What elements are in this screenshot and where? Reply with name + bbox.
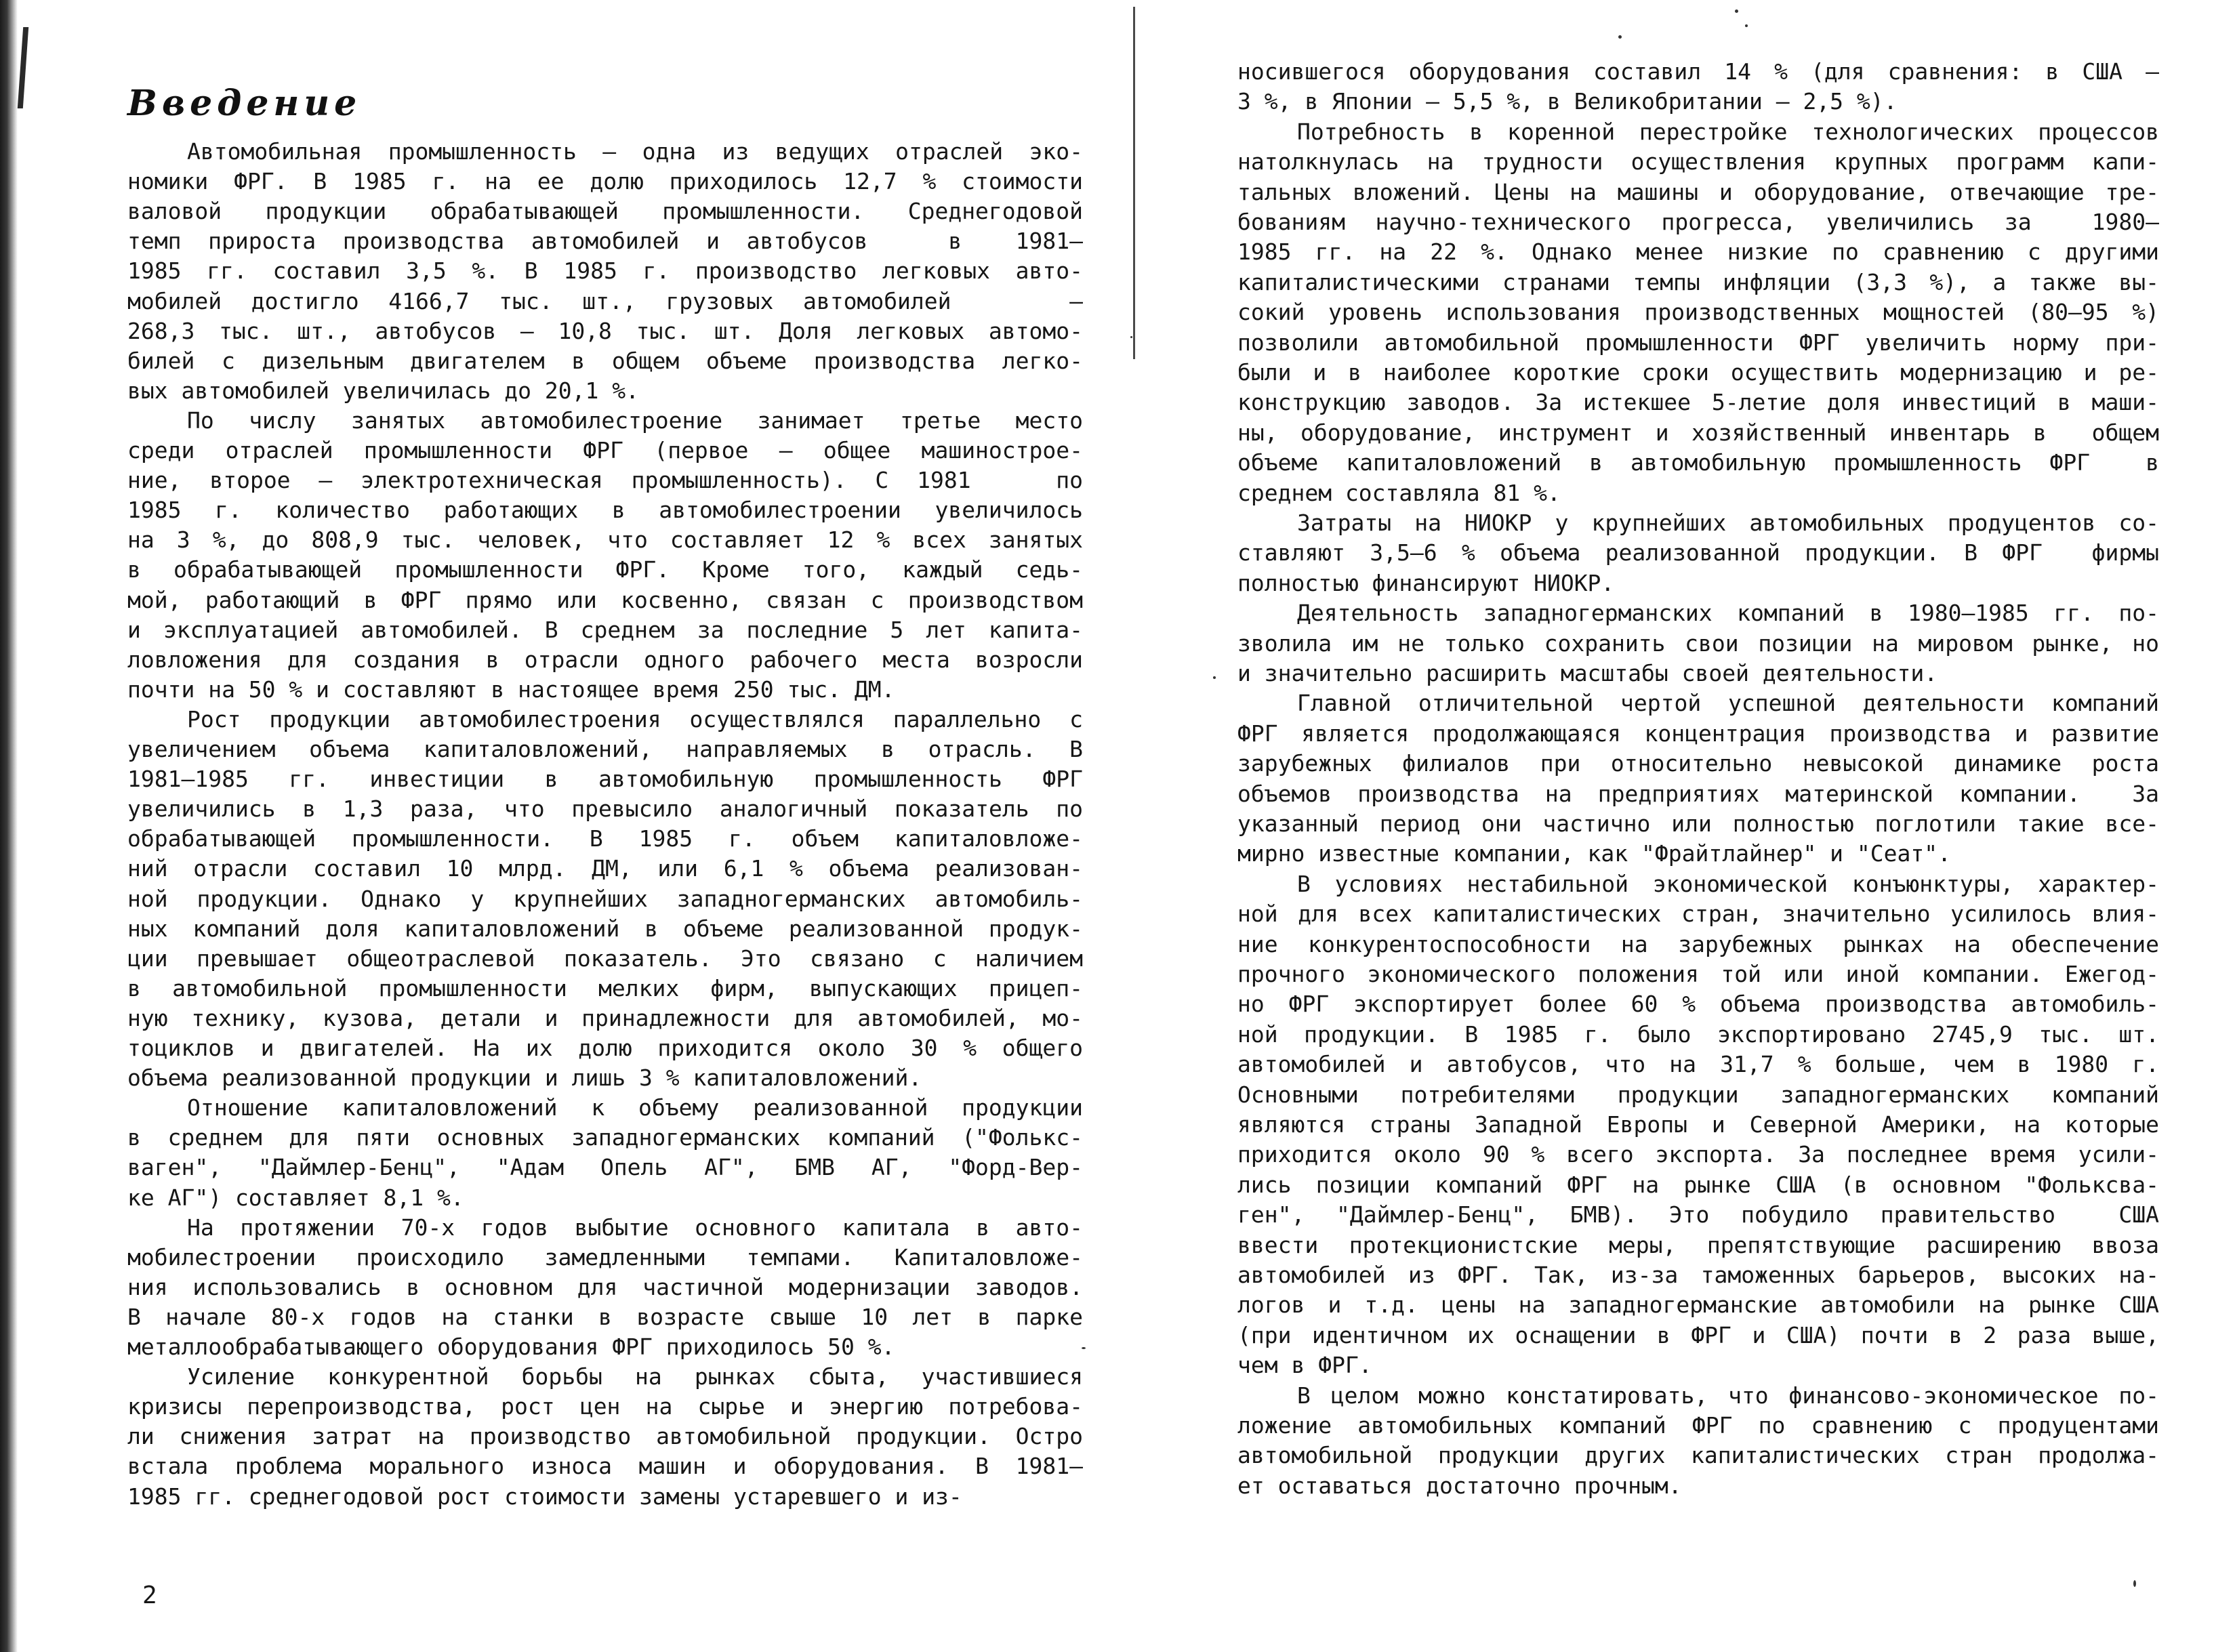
text-line: 3 %, в Японии – 5,5 %, в Великобритании – 2,5 %). [1237, 88, 1898, 115]
text-line: являются страны Западной Европы и Северной Америки, на которые [1237, 1111, 2159, 1138]
text-line: на 3 %, до 808,9 тыс. человек, что составляет 12 % всех занятых [127, 526, 1083, 554]
text-line: билей с дизельным двигателем в общем объеме производства легко- [127, 347, 1083, 374]
text-line: чем в ФРГ. [1237, 1352, 1372, 1379]
text-line: В целом можно констатировать, что финансово-экономическое по- [1297, 1382, 2159, 1409]
text-line: Затраты на НИОКР у крупнейших автомобильных продуцентов со- [1297, 510, 2159, 536]
text-line: среднем составляла 81 %. [1237, 479, 1561, 506]
text-line: На протяжении 70-х годов выбытие основного капитала в авто- [187, 1214, 1083, 1241]
gutter-line [1133, 7, 1135, 359]
text-line: позволили автомобильной промышленности ФРГ увеличить норму при- [1237, 329, 2159, 356]
text-line: ную технику, кузова, детали и принадлежности для автомобилей, мо- [127, 1004, 1083, 1031]
text-line: мобилестроении происходило замедленными темпами. Капиталовложе- [127, 1243, 1083, 1271]
text-line: Главной отличительной чертой успешной деятельности компаний [1297, 690, 2159, 717]
text-line: ли снижения затрат на производство автомобильной продукции. Остро [127, 1423, 1083, 1450]
text-line: приходится около 90 % всего экспорта. За последнее время усили- [1237, 1141, 2159, 1168]
text-line: сокий уровень использования производственных мощностей (80–95 %) [1237, 299, 2159, 326]
text-line: среди отраслей промышленности ФРГ (первое – общее машинострое- [127, 437, 1083, 463]
scan-speck [1213, 676, 1216, 679]
text-line: В начале 80-х годов на станки в возрасте свыше 10 лет в парке [127, 1303, 1083, 1330]
text-line: встала проблема морального износа машин и оборудования. В 1981– [127, 1453, 1083, 1480]
text-line: увеличились в 1,3 раза, что превысило аналогичный показатель по [127, 796, 1083, 823]
text-line: увеличением объема капиталовложений, направляемых в отрасль. В [127, 736, 1083, 762]
text-line: капиталистическими странами темпы инфляции (3,3 %), а также вы- [1237, 268, 2159, 295]
text-line: автомобилей из ФРГ. Так, из-за таможенных барьеров, высоких на- [1237, 1262, 2159, 1288]
text-line: В условиях нестабильной экономической конъюнктуры, характер- [1297, 870, 2159, 897]
text-line: мой, работающий в ФРГ прямо или косвенно, связан с производством [127, 586, 1083, 613]
text-line: логов и т.д. цены на западногерманские автомобили на рынке США [1237, 1292, 2159, 1319]
text-line: валовой продукции обрабатывающей промышленности. Среднегодовой [127, 198, 1083, 225]
text-line: были и в наиболее короткие сроки осуществить модернизацию и ре- [1237, 359, 2159, 386]
text-line: но ФРГ экспортирует более 60 % объема производства автомобиль- [1237, 991, 2159, 1018]
text-line: мирно известные компании, как "Фрайтлайнер" и "Сеат". [1237, 840, 1951, 867]
text-line: ных компаний доля капиталовложений в объеме реализованной продук- [127, 915, 1083, 942]
text-line: в среднем для пяти основных западногерманских компаний ("Фолькс- [127, 1124, 1083, 1151]
text-line: Деятельность западногерманских компаний в 1980–1985 гг. по- [1297, 600, 2159, 627]
scan-speck [1745, 24, 1748, 27]
text-line: прочного экономического положения той или иной компании. Ежегод- [1237, 961, 2159, 987]
text-line: ции превышает общеотраслевой показатель. Это связано с наличием [127, 945, 1083, 972]
text-line: обрабатывающей промышленности. В 1985 г. объем капиталовложе- [127, 825, 1083, 852]
text-line: ние конкурентоспособности на зарубежных рынках на обеспечение [1237, 930, 2159, 957]
text-line: автомобилей и автобусов, что на 31,7 % больше, чем в 1980 г. [1237, 1051, 2159, 1078]
text-line: в автомобильной промышленности мелких фирм, выпускающих прицеп- [127, 974, 1083, 1001]
text-line: тоциклов и двигателей. На их долю приходится около 30 % общего [127, 1035, 1083, 1061]
text-line: объемов производства на предприятиях материнской компании. За [1237, 780, 2159, 807]
text-line: ввести протекционистские меры, препятствующие расширению ввоза [1237, 1231, 2159, 1258]
text-line: конструкцию заводов. За истекшее 5-летие доля инвестиций в маши- [1237, 389, 2159, 416]
text-line: полностью финансируют НИОКР. [1237, 569, 1615, 596]
text-line: и эксплуатацией автомобилей. В среднем за последние 5 лет капита- [127, 616, 1083, 643]
text-line: мобилей достигло 4166,7 тыс. шт., грузовых автомобилей – [127, 287, 1083, 314]
text-line: номики ФРГ. В 1985 г. на ее долю приходилось 12,7 % стоимости [127, 168, 1083, 195]
text-line: объеме капиталовложений в автомобильную промышленность ФРГ в [1237, 449, 2159, 476]
page-heading: Введение [127, 83, 362, 124]
text-line: (при идентичном их оснащении в ФРГ и США) почти в 2 раза выше, [1237, 1321, 2159, 1348]
text-line: и значительно расширить масштабы своей деятельности. [1237, 660, 1938, 686]
binding-mark [18, 27, 28, 108]
text-line: в обрабатывающей промышленности ФРГ. Кроме того, каждый седь- [127, 556, 1083, 583]
scan-speck [1618, 35, 1622, 39]
text-line: ной продукции. Однако у крупнейших западногерманских автомобиль- [127, 885, 1083, 912]
text-line: По числу занятых автомобилестроение занимает третье место [187, 407, 1083, 434]
text-line: ген", "Даймлер-Бенц", БМВ). Это побудило правительство США [1237, 1201, 2159, 1228]
text-line: кризисы перепроизводства, рост цен на сырье и энергию потребова- [127, 1393, 1083, 1420]
text-line: зарубежных филиалов при относительно невысокой динамике роста [1237, 750, 2159, 777]
text-line: Автомобильная промышленность – одна из ведущих отраслей эко- [187, 138, 1083, 165]
text-line: бованиям научно-технического прогресса, увеличились за 1980– [1237, 209, 2159, 235]
text-line: ной для всех капиталистических стран, значительно усилилось влия- [1237, 901, 2159, 928]
text-line: ния использовались в основном для частичной модернизации заводов. [127, 1273, 1083, 1300]
text-line: ставляют 3,5–6 % объема реализованной продукции. В ФРГ фирмы [1237, 539, 2159, 566]
scan-speck [1130, 336, 1132, 338]
text-line: Потребность в коренной перестройке технологических процессов [1297, 118, 2159, 145]
text-line: носившегося оборудования составил 14 % (для сравнения: в США – [1237, 58, 2159, 85]
text-line: 1985 г. количество работающих в автомобилестроении увеличилось [127, 497, 1083, 524]
text-line: ФРГ является продолжающаяся концентрация производства и развитие [1237, 720, 2159, 747]
text-line: металлообрабатывающего оборудования ФРГ приходилось 50 %. [127, 1334, 895, 1360]
text-line: натолкнулась на трудности осуществления крупных программ капи- [1237, 148, 2159, 175]
text-line: ложение автомобильных компаний ФРГ по сравнению с продуцентами [1237, 1412, 2159, 1439]
text-line: темп прироста производства автомобилей и автобусов в 1981– [127, 228, 1083, 255]
text-line: Отношение капиталовложений к объему реализованной продукции [187, 1094, 1083, 1121]
scan-speck [1735, 9, 1738, 13]
text-line: тальных вложений. Цены на машины и оборудование, отвечающие тре- [1237, 178, 2159, 205]
text-line: ние, второе – электротехническая промышленность). С 1981 по [127, 467, 1083, 494]
scan-speck [2133, 1580, 2136, 1587]
text-line: 1981–1985 гг. инвестиции в автомобильную промышленность ФРГ [127, 766, 1083, 793]
text-line: ны, оборудование, инструмент и хозяйственный инвентарь в общем [1237, 419, 2159, 446]
text-line: ловложения для создания в отрасли одного рабочего места возросли [127, 646, 1083, 673]
text-line: ваген", "Даймлер-Бенц", "Адам Опель АГ", БМВ АГ, "Форд-Вер- [127, 1154, 1083, 1181]
text-line: ке АГ") составляет 8,1 %. [127, 1184, 464, 1211]
text-line: ний отрасли составил 10 млрд. ДМ, или 6,1 % объема реализован- [127, 855, 1083, 882]
text-line: 1985 гг. среднегодовой рост стоимости замены устаревшего и из- [127, 1483, 962, 1510]
text-line: Усиление конкурентной борьбы на рынках сбыта, участившиеся [187, 1363, 1083, 1390]
text-line: 268,3 тыс. шт., автобусов – 10,8 тыс. шт. Доля легковых автомо- [127, 317, 1083, 344]
text-line: Рост продукции автомобилестроения осуществлялся параллельно с [187, 705, 1083, 732]
text-line: ной продукции. В 1985 г. было экспортировано 2745,9 тыс. шт. [1237, 1020, 2159, 1048]
text-line: почти на 50 % и составляют в настоящее время 250 тыс. ДМ. [127, 676, 895, 703]
text-line: вых автомобилей увеличилась до 20,1 %. [127, 377, 639, 404]
text-line: 1985 гг. составил 3,5 %. В 1985 г. производство легковых авто- [127, 257, 1083, 285]
text-line: объема реализованной продукции и лишь 3 % капиталовложений. [127, 1065, 922, 1092]
text-line: ет оставаться достаточно прочным. [1237, 1472, 1682, 1499]
text-line: лись позиции компаний ФРГ на рынке США (в основном "Фольксва- [1237, 1171, 2159, 1198]
text-line: указанный период они частично или полностью поглотили такие все- [1237, 810, 2159, 837]
page-number: 2 [142, 1582, 157, 1609]
text-line: зволила им не только сохранить свои позиции на мировом рынке, но [1237, 629, 2159, 657]
page-edge-shadow [0, 0, 18, 1652]
scan-speck [1082, 1347, 1086, 1349]
text-line: автомобильной продукции других капиталистических стран продолжа- [1237, 1442, 2159, 1469]
text-line: 1985 гг. на 22 %. Однако менее низкие по сравнению с другими [1237, 239, 2159, 266]
text-line: Основными потребителями продукции западногерманских компаний [1237, 1081, 2159, 1108]
